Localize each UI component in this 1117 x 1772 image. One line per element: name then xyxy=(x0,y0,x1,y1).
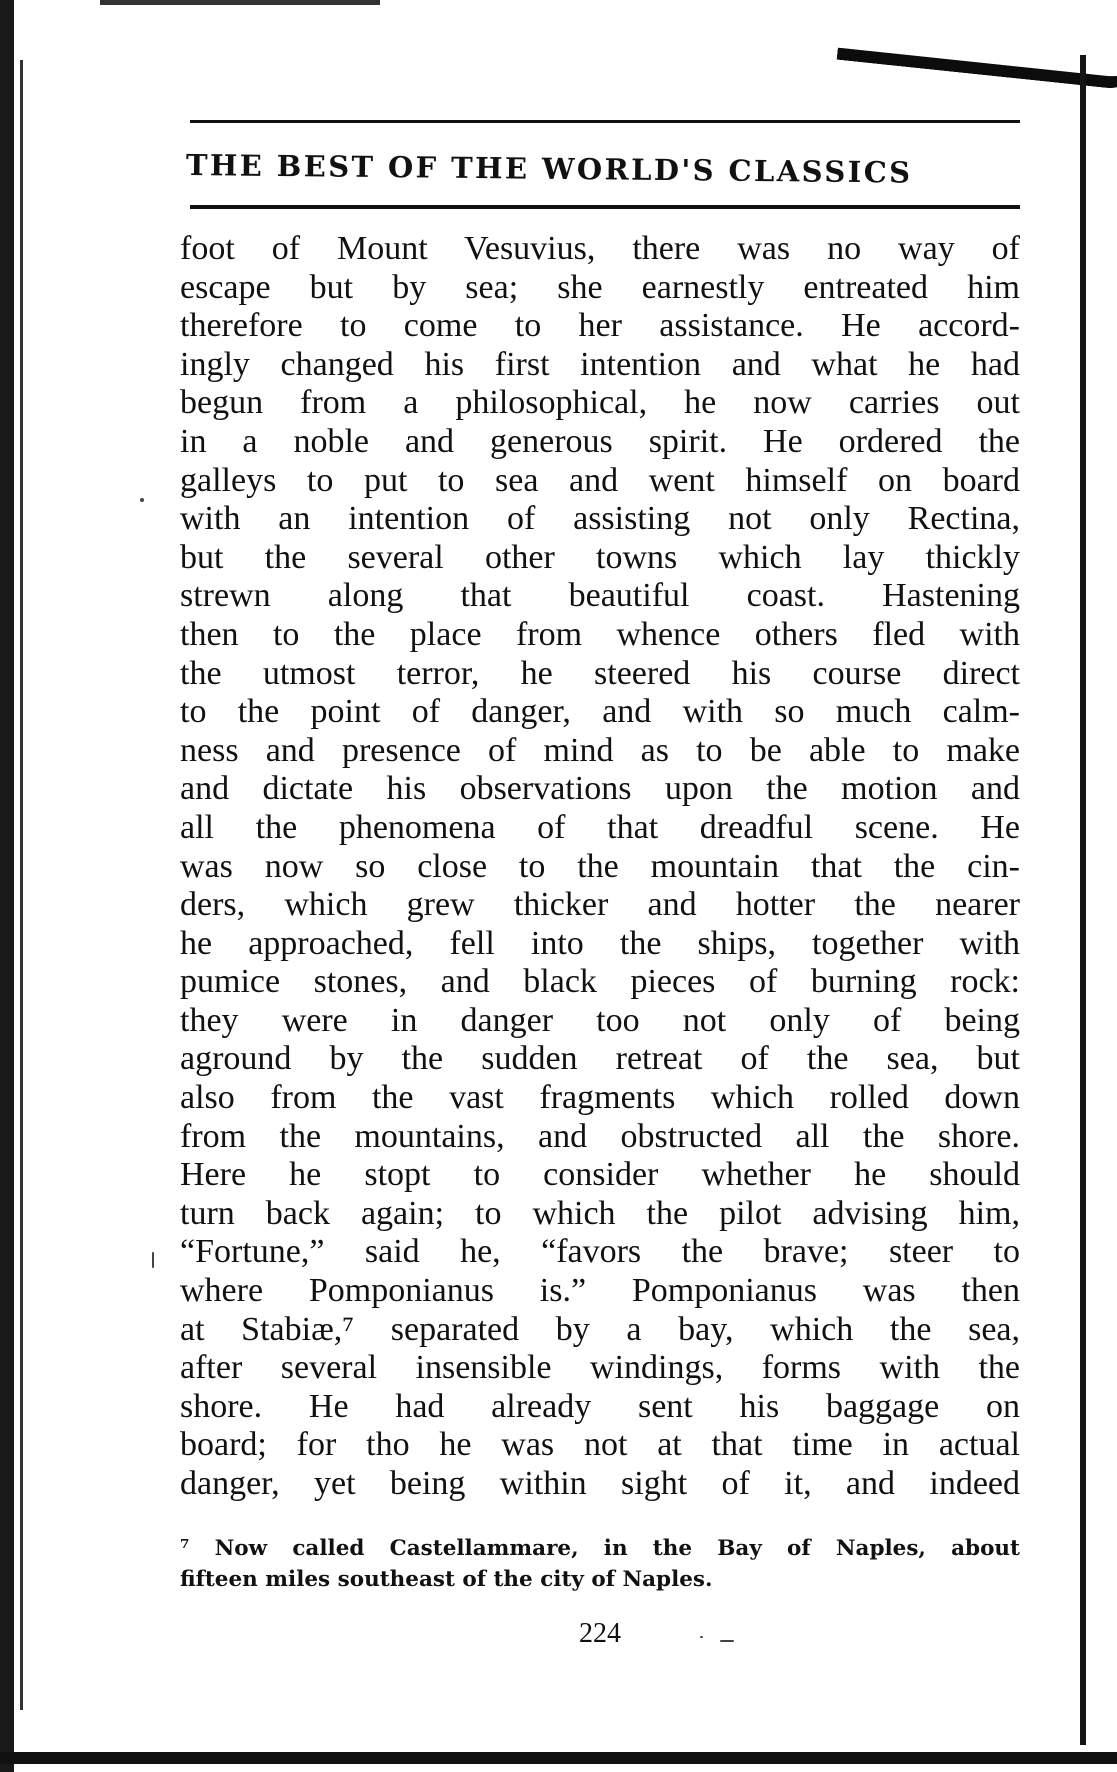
text-line: foot of Mount Vesuvius, there was no way of xyxy=(180,230,1020,267)
text-line: after several insensible windings, forms with the xyxy=(180,1349,1020,1387)
scan-speck xyxy=(700,1636,703,1638)
page-top-edge xyxy=(100,0,380,5)
running-header: THE BEST OF THE WORLD'S CLASSICS xyxy=(185,148,913,190)
text-line: the utmost terror, he steered his course direct xyxy=(180,654,1020,692)
text-line: board; for tho he was not at that time in actual xyxy=(180,1426,1020,1464)
text-line: ders, which grew thicker and hotter the nearer xyxy=(180,886,1020,924)
text-line: galleys to put to sea and went himself on board xyxy=(180,461,1020,499)
text-line: but the several other towns which lay thickly xyxy=(180,538,1020,576)
scan-speck xyxy=(140,498,144,502)
text-line: and dictate his observations upon the motion and xyxy=(180,770,1020,808)
text-line: to the point of danger, and with so much calm- xyxy=(180,693,1020,731)
text-line: danger, yet being within sight of it, and indeed xyxy=(180,1465,1020,1502)
text-line: in a noble and generous spirit. He ordered the xyxy=(180,422,1020,460)
body-text xyxy=(180,230,1020,1504)
text-line: ness and presence of mind as to be able to make xyxy=(180,731,1020,769)
text-line: with an intention of assisting not only Rectina, xyxy=(180,500,1020,538)
text-line: therefore to come to her assistance. He accord- xyxy=(180,307,1020,345)
footnote-line: fifteen miles southeast of the city of Naples. xyxy=(180,1567,713,1592)
text-line: pumice stones, and black pieces of burning rock: xyxy=(180,963,1020,1001)
text-line: also from the vast fragments which rolled down xyxy=(180,1079,1020,1117)
header-rule-bottom xyxy=(190,205,1020,209)
page-bottom-edge xyxy=(0,1752,1117,1764)
header-rule-top xyxy=(190,120,1020,123)
page-left-edge xyxy=(0,0,14,1772)
text-line: escape but by sea; she earnestly entreated him xyxy=(180,268,1020,306)
page-number: 224 xyxy=(579,1618,621,1649)
text-line: ingly changed his first intention and what he had xyxy=(180,345,1020,383)
footnote xyxy=(180,1533,1020,1595)
text-line: Here he stopt to consider whether he should xyxy=(180,1156,1020,1194)
text-line: “Fortune,” said he, “favors the brave; steer to xyxy=(180,1233,1020,1271)
text-line: he approached, fell into the ships, together with xyxy=(180,924,1020,962)
footnote-line: ⁷ Now called Castellammare, in the Bay of Naples, about xyxy=(180,1536,1020,1561)
page-right-edge xyxy=(1080,55,1086,1745)
text-line: turn back again; to which the pilot advising him, xyxy=(180,1194,1020,1232)
text-line: they were in danger too not only of being xyxy=(180,1001,1020,1039)
text-line: all the phenomena of that dreadful scene. He xyxy=(180,808,1020,846)
text-line: from the mountains, and obstructed all the shore. xyxy=(180,1117,1020,1155)
text-line: at Stabiæ,⁷ separated by a bay, which the sea, xyxy=(180,1310,1020,1348)
scan-speck xyxy=(720,1640,734,1642)
page-top-right-curl xyxy=(837,0,1117,92)
text-line: strewn along that beautiful coast. Hastening xyxy=(180,577,1020,615)
text-line: begun from a philosophical, he now carries out xyxy=(180,384,1020,422)
text-line: shore. He had already sent his baggage on xyxy=(180,1387,1020,1425)
text-line: where Pomponianus is.” Pomponianus was then xyxy=(180,1272,1020,1310)
text-line: aground by the sudden retreat of the sea, but xyxy=(180,1040,1020,1078)
scan-speck xyxy=(152,1252,154,1268)
text-line: then to the place from whence others fled with xyxy=(180,615,1020,653)
page-left-shadow xyxy=(20,60,23,1710)
text-line: was now so close to the mountain that the cin- xyxy=(180,847,1020,885)
